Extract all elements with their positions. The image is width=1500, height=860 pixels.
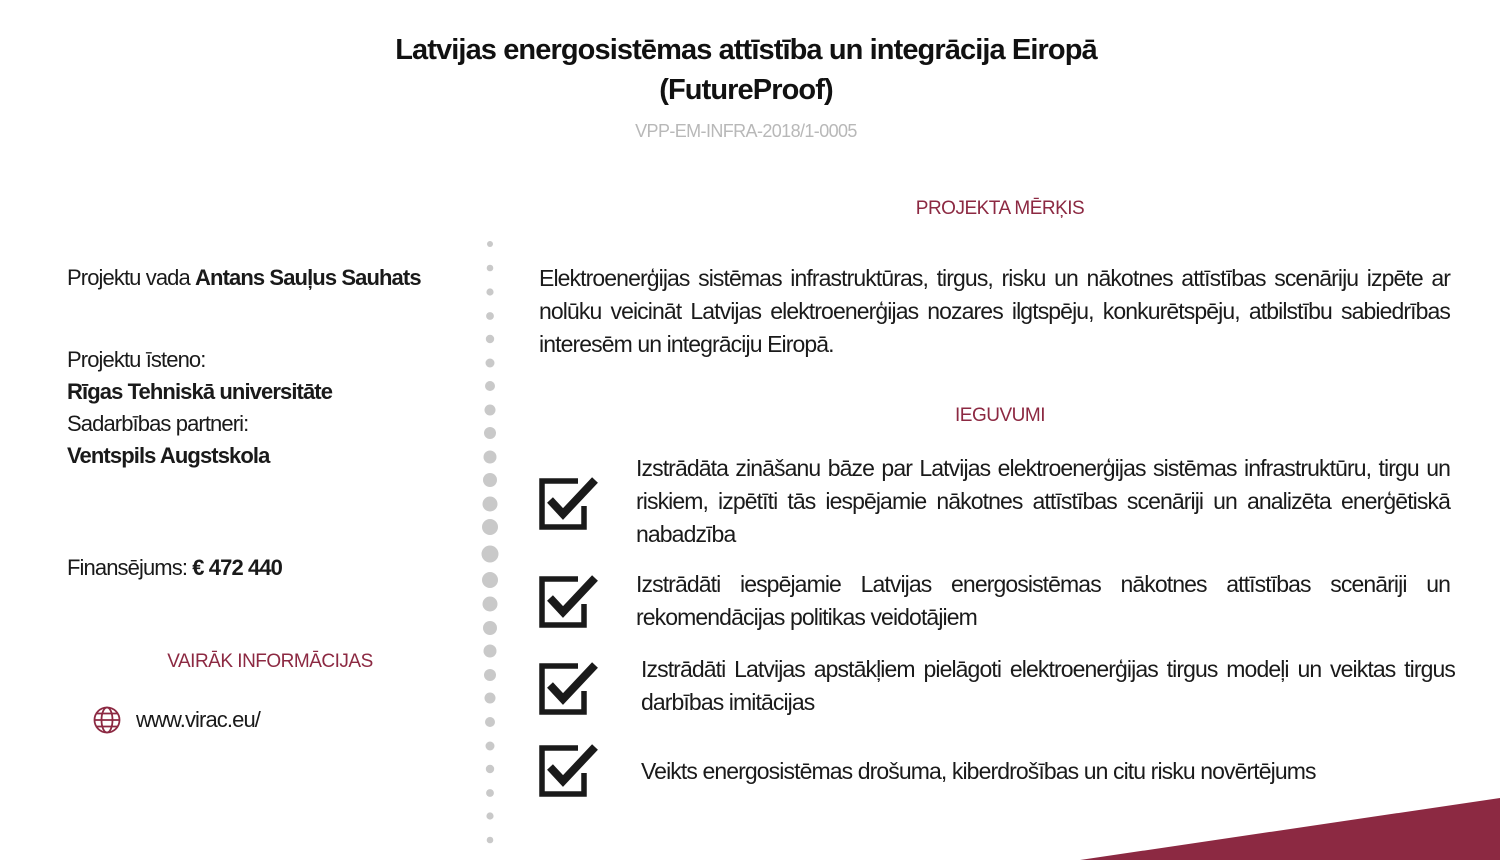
globe-icon [92,705,122,735]
implementer-label: Projektu īsteno: [67,347,206,372]
checkbox-checked-icon [538,476,600,532]
decorative-accent-wedge [1040,790,1500,860]
funding-value: € 472 440 [192,555,283,580]
goal-text: Elektroenerģijas sistēmas infrastruktūras, tirgus, risku un nākotnes attīstības scenāriju izpēte ar nolūku veicināt Latvijas elektroenerģijas nozares ilgtspēju, konkurētspēju, atbilstību sabiedrības interesēm un integrāciju Eiropā. [539,265,1450,357]
benefits-heading: IEGUVUMI [955,405,1045,426]
benefit-item-4: Veikts energosistēmas drošuma, kiberdrošības un citu risku novērtējums [641,758,1316,784]
goal-heading: PROJEKTA MĒRĶIS [915,198,1085,219]
project-code: VPP-EM-INFRA-2018/1-0005 [635,121,857,141]
benefit-item-2: Izstrādāti iespējamie Latvijas energosistēmas nākotnes attīstības scenāriji un rekomendācijas politikas veidotājiem [636,571,1450,630]
partners-name: Ventspils Augstskola [67,443,270,468]
website-link[interactable]: www.virac.eu/ [136,707,261,732]
funding-label: Finansējums: [67,555,193,580]
implementer-block [67,344,332,472]
column-divider [480,236,500,860]
more-info-heading: VAIRĀK INFORMĀCIJAS [167,651,373,672]
checkbox-checked-icon [538,661,600,717]
partners-label: Sadarbības partneri: [67,411,249,436]
title-line-1: Latvijas energosistēmas attīstība un integrācija Eiropā [395,34,1097,66]
benefit-item-3: Izstrādāti Latvijas apstākļiem pielāgoti elektroenerģijas tirgus modeļi un veiktas tirgus darbības imitācijas [641,656,1455,715]
title-line-2: (FutureProof) [659,74,833,106]
project-leader-label: Projektu vada [67,265,196,290]
checkbox-checked-icon [538,574,600,630]
page-title [0,30,1492,110]
project-leader [67,262,421,294]
checkbox-checked-icon [538,743,600,799]
funding [67,552,282,584]
benefit-item-1: Izstrādāta zināšanu bāze par Latvijas elektroenerģijas sistēmas infrastruktūru, tirgu un riskiem, izpētīti tās iespējamie nākotnes attīstības scenāriji un analizēta enerģētiskā nabadzība [636,455,1450,547]
project-leader-name: Antans Sauļus Sauhats [195,265,421,290]
implementer-name: Rīgas Tehniskā universitāte [67,379,333,404]
